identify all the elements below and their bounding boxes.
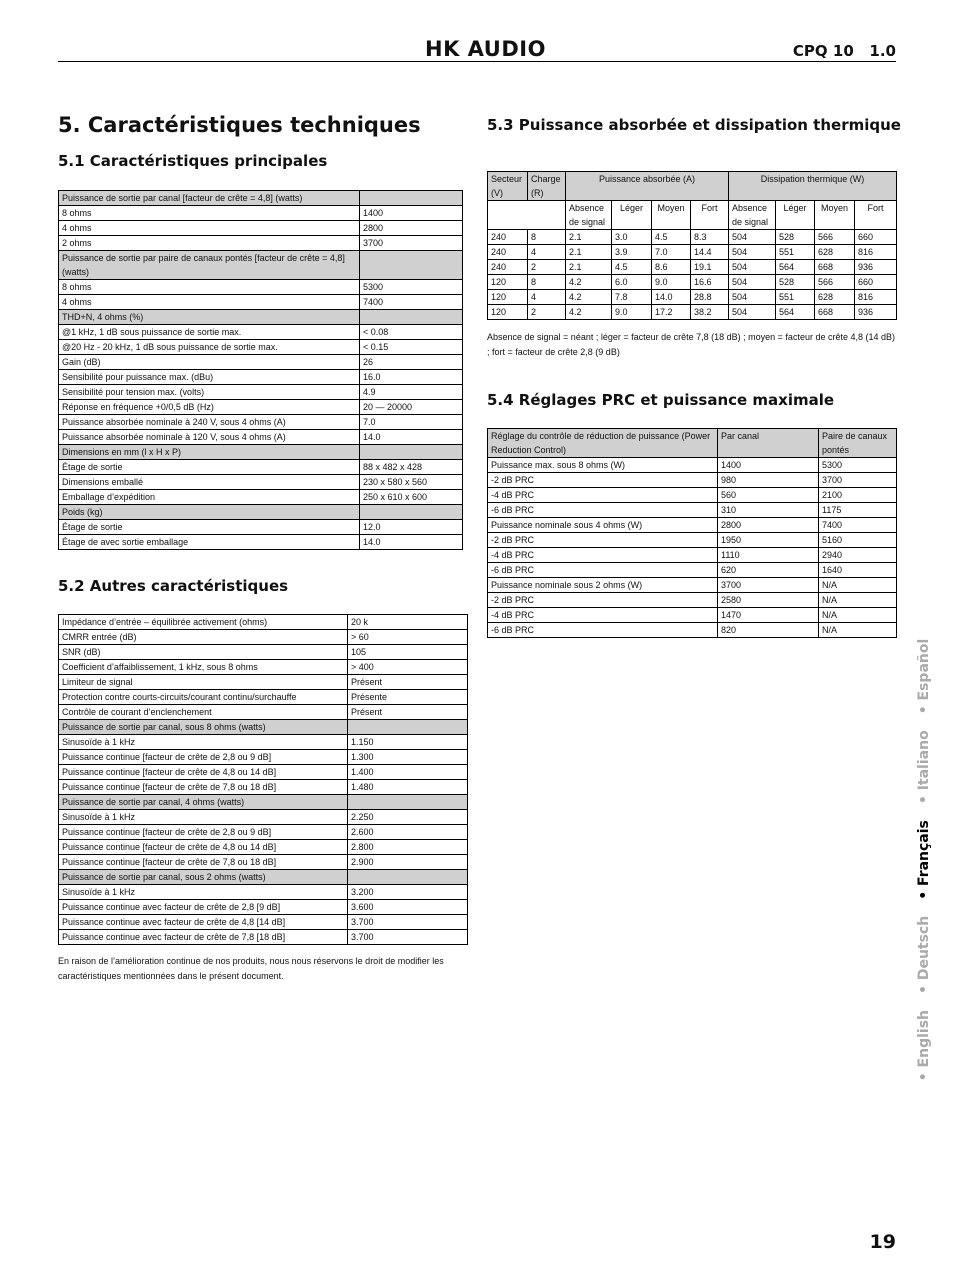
spec-label: Gain (dB) bbox=[59, 355, 360, 370]
table-row bbox=[59, 385, 463, 400]
spec-label: Puissance continue [facteur de crête de 2,8 ou 9 dB] bbox=[59, 750, 348, 765]
table-row bbox=[488, 305, 897, 320]
table-cell: -6 dB PRC bbox=[488, 503, 718, 518]
spec-value: 3.700 bbox=[348, 915, 468, 930]
table-cell: 5300 bbox=[819, 458, 897, 473]
subheader-cell: Léger bbox=[776, 201, 815, 230]
table-row bbox=[59, 660, 468, 675]
table-cell: 504 bbox=[729, 290, 776, 305]
table-cell: 4.5 bbox=[612, 260, 652, 275]
spec-value: 5300 bbox=[360, 280, 463, 295]
header-cell: Réglage du contrôle de réduction de puissance (Power Reduction Control) bbox=[488, 429, 718, 458]
spec-value: 2.800 bbox=[348, 840, 468, 855]
spec-value: 3.200 bbox=[348, 885, 468, 900]
table-cell: 936 bbox=[855, 260, 897, 275]
spec-value: 3.700 bbox=[348, 930, 468, 945]
language-tab[interactable]: • English bbox=[916, 1010, 932, 1082]
table-row bbox=[59, 810, 468, 825]
table-cell: 14.4 bbox=[691, 245, 729, 260]
table-cell: 1640 bbox=[819, 563, 897, 578]
spec-label: Sinusoïde à 1 kHz bbox=[59, 885, 348, 900]
section-header-row bbox=[59, 310, 463, 325]
header-cell: Par canal bbox=[718, 429, 819, 458]
spec-value: 230 x 580 x 560 bbox=[360, 475, 463, 490]
spec-value: 3700 bbox=[360, 236, 463, 251]
table-row bbox=[59, 690, 468, 705]
spec-label: CMRR entrée (dB) bbox=[59, 630, 348, 645]
header-secteur: Secteur (V) bbox=[488, 172, 528, 201]
spec-value: 20 — 20000 bbox=[360, 400, 463, 415]
spec-label: SNR (dB) bbox=[59, 645, 348, 660]
language-tab[interactable]: • Español bbox=[916, 638, 932, 715]
spec-value: < 0.08 bbox=[360, 325, 463, 340]
table-cell: 2800 bbox=[718, 518, 819, 533]
table-row bbox=[59, 325, 463, 340]
table-cell: 9.0 bbox=[612, 305, 652, 320]
table-cell: 2100 bbox=[819, 488, 897, 503]
main-specs-table bbox=[58, 190, 463, 550]
section-5-2-title: 5.2 Autres caractéristiques bbox=[58, 577, 289, 595]
table-row bbox=[59, 460, 463, 475]
table-cell: 936 bbox=[855, 305, 897, 320]
table-row bbox=[59, 645, 468, 660]
spec-value: 14.0 bbox=[360, 430, 463, 445]
table-row bbox=[488, 488, 897, 503]
hk-audio-logo: HK AUDIO bbox=[425, 37, 546, 61]
table-row bbox=[488, 578, 897, 593]
table-cell: 120 bbox=[488, 305, 528, 320]
prc-settings-table bbox=[487, 428, 897, 638]
table-cell: 4.2 bbox=[566, 305, 612, 320]
spec-value: 7400 bbox=[360, 295, 463, 310]
spec-label: THD+N, 4 ohms (%) bbox=[59, 310, 360, 325]
header-rule bbox=[58, 61, 896, 62]
table-cell: 1110 bbox=[718, 548, 819, 563]
spec-value bbox=[360, 191, 463, 206]
table-cell: 660 bbox=[855, 230, 897, 245]
spec-label: Puissance continue avec facteur de crête de 4,8 [14 dB] bbox=[59, 915, 348, 930]
spec-value: Présent bbox=[348, 675, 468, 690]
section-5-4-title: 5.4 Réglages PRC et puissance maximale bbox=[487, 391, 835, 409]
table-cell: 7.0 bbox=[652, 245, 691, 260]
table-cell: -2 dB PRC bbox=[488, 593, 718, 608]
table-cell: N/A bbox=[819, 623, 897, 638]
table-row bbox=[488, 623, 897, 638]
subheader-cell: Moyen bbox=[652, 201, 691, 230]
table-cell: 980 bbox=[718, 473, 819, 488]
spec-value: 1400 bbox=[360, 206, 463, 221]
table-row bbox=[59, 750, 468, 765]
table-cell: -4 dB PRC bbox=[488, 608, 718, 623]
table-cell: 14.0 bbox=[652, 290, 691, 305]
table-row bbox=[59, 280, 463, 295]
table-row bbox=[59, 930, 468, 945]
table-row bbox=[488, 260, 897, 275]
power-dissipation-table bbox=[487, 171, 897, 320]
table-cell: Puissance nominale sous 2 ohms (W) bbox=[488, 578, 718, 593]
table-cell: 7.8 bbox=[612, 290, 652, 305]
spec-value: > 400 bbox=[348, 660, 468, 675]
spec-value: 3.600 bbox=[348, 900, 468, 915]
spec-label: @20 Hz - 20 kHz, 1 dB sous puissance de sortie max. bbox=[59, 340, 360, 355]
spec-value: 2.900 bbox=[348, 855, 468, 870]
table-row bbox=[59, 236, 463, 251]
spec-label: Sinusoïde à 1 kHz bbox=[59, 735, 348, 750]
signal-legend-note: Absence de signal = néant ; léger = facteur de crête 7,8 (18 dB) ; moyen = facteur de crête 4,8 (14 dB) ; fort = facteur de crête 2,8 (9 dB) bbox=[487, 332, 895, 357]
table-cell: 4.5 bbox=[652, 230, 691, 245]
table-cell: 2.1 bbox=[566, 245, 612, 260]
table-row bbox=[59, 765, 468, 780]
table-row bbox=[59, 520, 463, 535]
table-cell: 2.1 bbox=[566, 230, 612, 245]
table-cell: 1175 bbox=[819, 503, 897, 518]
table-cell: 4.2 bbox=[566, 290, 612, 305]
table-cell: 816 bbox=[855, 245, 897, 260]
spec-value bbox=[360, 505, 463, 520]
subheader-cell: Léger bbox=[612, 201, 652, 230]
section-5-3-title: 5.3 Puissance absorbée et dissipation thermique bbox=[487, 116, 901, 134]
table-cell: 628 bbox=[815, 290, 855, 305]
subheader-cell: Absence de signal bbox=[566, 201, 612, 230]
table-cell: 2 bbox=[528, 305, 566, 320]
table-cell: 504 bbox=[729, 245, 776, 260]
table-cell: Puissance max. sous 8 ohms (W) bbox=[488, 458, 718, 473]
table-cell: 2.1 bbox=[566, 260, 612, 275]
spec-value bbox=[348, 795, 468, 810]
spec-label: Puissance continue [facteur de crête de 2,8 ou 9 dB] bbox=[59, 825, 348, 840]
spec-value: 2.250 bbox=[348, 810, 468, 825]
spec-label: Puissance de sortie par canal [facteur de crête = 4,8] (watts) bbox=[59, 191, 360, 206]
spec-label: Puissance continue [facteur de crête de 4,8 ou 14 dB] bbox=[59, 765, 348, 780]
spec-label: Puissance continue avec facteur de crête de 7,8 [18 dB] bbox=[59, 930, 348, 945]
spec-label: Étage de sortie bbox=[59, 520, 360, 535]
table-cell: 566 bbox=[815, 275, 855, 290]
table-row bbox=[488, 563, 897, 578]
table-row bbox=[488, 230, 897, 245]
table-row bbox=[488, 533, 897, 548]
table-row bbox=[488, 608, 897, 623]
header-cell: Paire de canaux pontés bbox=[819, 429, 897, 458]
spec-value: > 60 bbox=[348, 630, 468, 645]
spec-label: Coefficient d’affaiblissement, 1 kHz, sous 8 ohms bbox=[59, 660, 348, 675]
spec-value bbox=[348, 870, 468, 885]
spec-label: Étage de sortie bbox=[59, 460, 360, 475]
table-row bbox=[59, 221, 463, 236]
table-cell: 504 bbox=[729, 305, 776, 320]
table-cell: 566 bbox=[815, 230, 855, 245]
spec-value: 1.400 bbox=[348, 765, 468, 780]
table-cell: 19.1 bbox=[691, 260, 729, 275]
table-cell: 660 bbox=[855, 275, 897, 290]
table-row bbox=[59, 780, 468, 795]
page-number: 19 bbox=[869, 1231, 896, 1253]
spec-value: Présente bbox=[348, 690, 468, 705]
subheader-cell: Moyen bbox=[815, 201, 855, 230]
table-cell: 8.3 bbox=[691, 230, 729, 245]
table-cell: 2580 bbox=[718, 593, 819, 608]
table-cell: 1400 bbox=[718, 458, 819, 473]
table-cell: N/A bbox=[819, 608, 897, 623]
section-header-row bbox=[59, 445, 463, 460]
table-row bbox=[59, 855, 468, 870]
table-cell: 240 bbox=[488, 260, 528, 275]
spec-value: 20 k bbox=[348, 615, 468, 630]
table-row bbox=[59, 490, 463, 505]
table-cell: 2940 bbox=[819, 548, 897, 563]
table-cell: 4 bbox=[528, 245, 566, 260]
table-cell: 8 bbox=[528, 230, 566, 245]
table-row bbox=[488, 290, 897, 305]
other-specs-table bbox=[58, 614, 468, 945]
spec-value: 1.480 bbox=[348, 780, 468, 795]
spec-value: Présent bbox=[348, 705, 468, 720]
spec-label: Contrôle de courant d’enclenchement bbox=[59, 705, 348, 720]
spec-value: 250 x 610 x 600 bbox=[360, 490, 463, 505]
table-cell: 3700 bbox=[718, 578, 819, 593]
table-cell: 7400 bbox=[819, 518, 897, 533]
table-cell: 17.2 bbox=[652, 305, 691, 320]
spec-value: 16.0 bbox=[360, 370, 463, 385]
language-tab[interactable]: • Italiano bbox=[916, 730, 932, 805]
table-cell: -6 dB PRC bbox=[488, 563, 718, 578]
spec-label: Puissance continue [facteur de crête de 7,8 ou 18 dB] bbox=[59, 855, 348, 870]
table-cell: Puissance nominale sous 4 ohms (W) bbox=[488, 518, 718, 533]
spec-value: 105 bbox=[348, 645, 468, 660]
spec-value: 4.9 bbox=[360, 385, 463, 400]
spec-value: 1.150 bbox=[348, 735, 468, 750]
spec-label: Protection contre courts-circuits/courant continu/surchauffe bbox=[59, 690, 348, 705]
section-5-1-title: 5.1 Caractéristiques principales bbox=[58, 152, 328, 170]
table-cell: 16.6 bbox=[691, 275, 729, 290]
table-row bbox=[488, 503, 897, 518]
spec-value: 14.0 bbox=[360, 535, 463, 550]
table-cell: 3.0 bbox=[612, 230, 652, 245]
section-header-row bbox=[59, 870, 468, 885]
table-row bbox=[488, 548, 897, 563]
spec-label: 2 ohms bbox=[59, 236, 360, 251]
spec-label: Puissance de sortie par canal, sous 8 ohms (watts) bbox=[59, 720, 348, 735]
table-row bbox=[59, 355, 463, 370]
page-title: 5. Caractéristiques techniques bbox=[58, 113, 421, 137]
spec-value bbox=[348, 720, 468, 735]
table-cell: 560 bbox=[718, 488, 819, 503]
table-cell: 3700 bbox=[819, 473, 897, 488]
spec-label: Emballage d’expédition bbox=[59, 490, 360, 505]
spec-label: Réponse en fréquence +0/0,5 dB (Hz) bbox=[59, 400, 360, 415]
spec-label: Puissance absorbée nominale à 240 V, sous 4 ohms (A) bbox=[59, 415, 360, 430]
table-cell: 504 bbox=[729, 275, 776, 290]
table-cell: -4 dB PRC bbox=[488, 548, 718, 563]
table-cell: 4.2 bbox=[566, 275, 612, 290]
spec-label: Sinusoïde à 1 kHz bbox=[59, 810, 348, 825]
table-cell: N/A bbox=[819, 578, 897, 593]
table-row bbox=[59, 915, 468, 930]
table-cell: 38.2 bbox=[691, 305, 729, 320]
table-cell: 120 bbox=[488, 290, 528, 305]
table-row bbox=[488, 245, 897, 260]
header-dissipation: Dissipation thermique (W) bbox=[729, 172, 897, 201]
blank-cell bbox=[488, 201, 566, 230]
header-row bbox=[488, 429, 897, 458]
section-header-row bbox=[59, 251, 463, 280]
table-row bbox=[59, 415, 463, 430]
spec-label: Puissance continue avec facteur de crête de 2,8 [9 dB] bbox=[59, 900, 348, 915]
table-cell: -2 dB PRC bbox=[488, 533, 718, 548]
table-row bbox=[59, 900, 468, 915]
table-cell: 6.0 bbox=[612, 275, 652, 290]
spec-label: Puissance absorbée nominale à 120 V, sous 4 ohms (A) bbox=[59, 430, 360, 445]
table-cell: 8.6 bbox=[652, 260, 691, 275]
table-row bbox=[488, 458, 897, 473]
table-cell: 528 bbox=[776, 275, 815, 290]
table-cell: N/A bbox=[819, 593, 897, 608]
spec-value bbox=[360, 310, 463, 325]
spec-value: 88 x 482 x 428 bbox=[360, 460, 463, 475]
section-header-row bbox=[59, 191, 463, 206]
table-cell: 2 bbox=[528, 260, 566, 275]
table-cell: 564 bbox=[776, 305, 815, 320]
spec-value: 12.0 bbox=[360, 520, 463, 535]
table-cell: -4 dB PRC bbox=[488, 488, 718, 503]
spec-label: Puissance de sortie par canal, sous 2 ohms (watts) bbox=[59, 870, 348, 885]
table-cell: 1950 bbox=[718, 533, 819, 548]
subheader-row bbox=[488, 201, 897, 230]
table-cell: 504 bbox=[729, 260, 776, 275]
table-cell: 240 bbox=[488, 245, 528, 260]
table-row bbox=[59, 430, 463, 445]
table-row bbox=[59, 705, 468, 720]
table-row bbox=[59, 630, 468, 645]
table-row bbox=[59, 535, 463, 550]
table-cell: 5160 bbox=[819, 533, 897, 548]
subheader-cell: Absence de signal bbox=[729, 201, 776, 230]
spec-label: 4 ohms bbox=[59, 295, 360, 310]
table-cell: -6 dB PRC bbox=[488, 623, 718, 638]
spec-label: Sensibilité pour puissance max. (dBu) bbox=[59, 370, 360, 385]
language-tab[interactable]: • Deutsch bbox=[916, 915, 932, 994]
model-version: CPQ 10 1.0 bbox=[792, 42, 896, 60]
disclaimer-note: En raison de l’amélioration continue de nos produits, nous nous réservons le droit de modifier les caractéristiques mentionnées dans le présent document. bbox=[58, 956, 444, 981]
section-header-row bbox=[59, 505, 463, 520]
subheader-cell: Fort bbox=[855, 201, 897, 230]
table-cell: 8 bbox=[528, 275, 566, 290]
table-cell: 9.0 bbox=[652, 275, 691, 290]
table-cell: 1470 bbox=[718, 608, 819, 623]
table-row bbox=[488, 593, 897, 608]
table-row bbox=[59, 735, 468, 750]
table-cell: 504 bbox=[729, 230, 776, 245]
table-row bbox=[59, 840, 468, 855]
spec-label: Puissance continue [facteur de crête de 7,8 ou 18 dB] bbox=[59, 780, 348, 795]
table-row bbox=[59, 206, 463, 221]
spec-label: 8 ohms bbox=[59, 206, 360, 221]
table-cell: 528 bbox=[776, 230, 815, 245]
table-row bbox=[59, 615, 468, 630]
table-cell: 628 bbox=[815, 245, 855, 260]
spec-label: Étage de avec sortie emballage bbox=[59, 535, 360, 550]
spec-label: Sensibilité pour tension max. (volts) bbox=[59, 385, 360, 400]
table-row bbox=[59, 825, 468, 840]
spec-label: Impédance d’entrée – équilibrée activement (ohms) bbox=[59, 615, 348, 630]
table-row bbox=[59, 400, 463, 415]
table-row bbox=[488, 518, 897, 533]
table-cell: 4 bbox=[528, 290, 566, 305]
table-cell: 620 bbox=[718, 563, 819, 578]
table-row bbox=[59, 340, 463, 355]
header-charge: Charge (R) bbox=[528, 172, 566, 201]
spec-label: Poids (kg) bbox=[59, 505, 360, 520]
table-row bbox=[59, 885, 468, 900]
table-cell: 28.8 bbox=[691, 290, 729, 305]
table-row bbox=[488, 473, 897, 488]
table-row bbox=[59, 475, 463, 490]
spec-value: 7.0 bbox=[360, 415, 463, 430]
table-cell: 564 bbox=[776, 260, 815, 275]
language-tab[interactable]: • Français bbox=[916, 820, 932, 900]
table-cell: 120 bbox=[488, 275, 528, 290]
section-header-row bbox=[59, 795, 468, 810]
spec-label: 8 ohms bbox=[59, 280, 360, 295]
spec-label: Puissance de sortie par canal, 4 ohms (watts) bbox=[59, 795, 348, 810]
subheader-cell: Fort bbox=[691, 201, 729, 230]
table-cell: 310 bbox=[718, 503, 819, 518]
table-row bbox=[59, 295, 463, 310]
table-cell: 551 bbox=[776, 245, 815, 260]
header-puissance-absorbee: Puissance absorbée (A) bbox=[566, 172, 729, 201]
spec-label: Puissance de sortie par paire de canaux pontés [facteur de crête = 4,8] (watts) bbox=[59, 251, 360, 280]
spec-value: < 0.15 bbox=[360, 340, 463, 355]
table-row bbox=[59, 370, 463, 385]
table-cell: 240 bbox=[488, 230, 528, 245]
spec-value bbox=[360, 445, 463, 460]
spec-value bbox=[360, 251, 463, 280]
table-cell: 820 bbox=[718, 623, 819, 638]
section-header-row bbox=[59, 720, 468, 735]
spec-label: Limiteur de signal bbox=[59, 675, 348, 690]
table-cell: 3.9 bbox=[612, 245, 652, 260]
spec-label: 4 ohms bbox=[59, 221, 360, 236]
spec-label: Puissance continue [facteur de crête de 4,8 ou 14 dB] bbox=[59, 840, 348, 855]
spec-value: 1.300 bbox=[348, 750, 468, 765]
table-cell: 551 bbox=[776, 290, 815, 305]
spec-value: 2800 bbox=[360, 221, 463, 236]
table-cell: 816 bbox=[855, 290, 897, 305]
spec-label: Dimensions emballé bbox=[59, 475, 360, 490]
table-row bbox=[488, 275, 897, 290]
spec-label: @1 kHz, 1 dB sous puissance de sortie max. bbox=[59, 325, 360, 340]
spec-value: 26 bbox=[360, 355, 463, 370]
language-index bbox=[908, 600, 940, 1120]
table-cell: 668 bbox=[815, 305, 855, 320]
table-cell: 668 bbox=[815, 260, 855, 275]
table-cell: -2 dB PRC bbox=[488, 473, 718, 488]
spec-label: Dimensions en mm (l x H x P) bbox=[59, 445, 360, 460]
table-row bbox=[59, 675, 468, 690]
spec-value: 2.600 bbox=[348, 825, 468, 840]
